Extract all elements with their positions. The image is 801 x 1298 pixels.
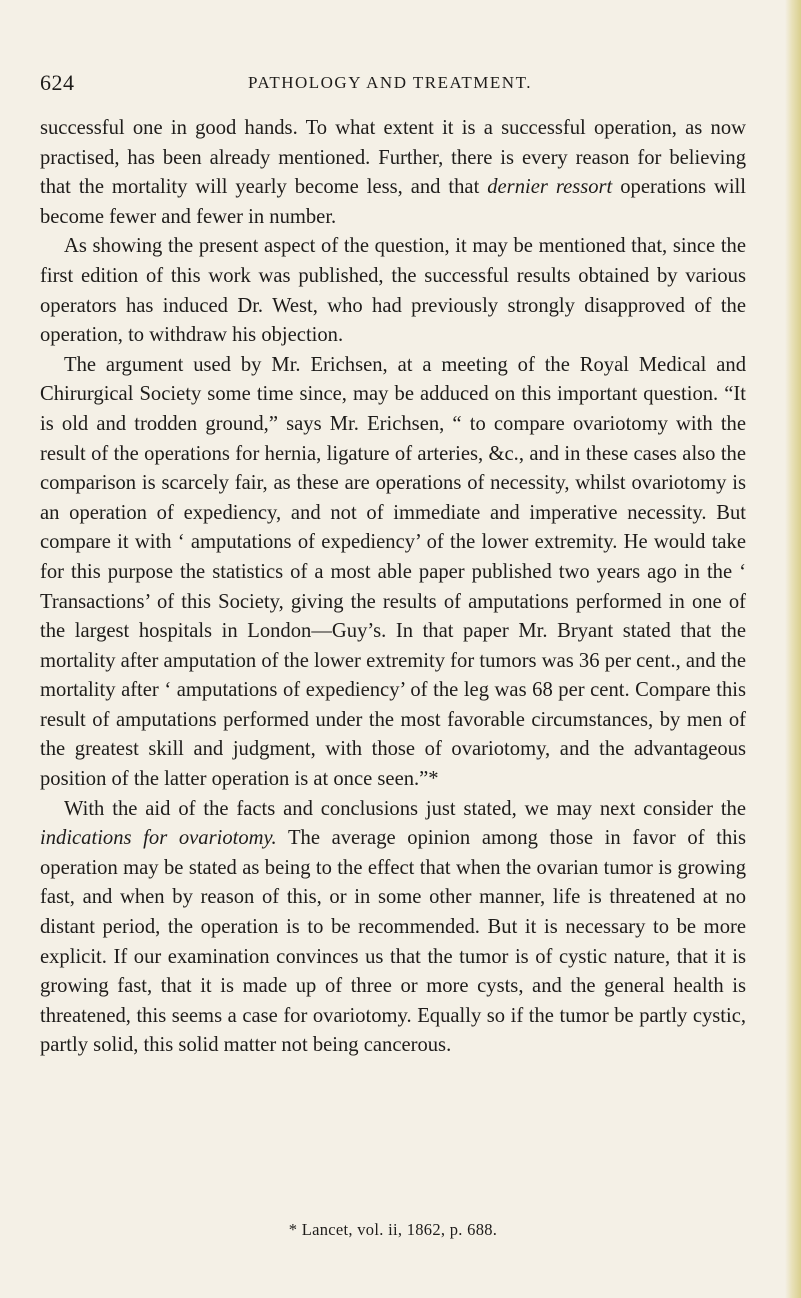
paragraph-3: The argument used by Mr. Erichsen, at a meeting of the Royal Medical and Chirurgical Society some time since, may be adduced on this important question. “It is old and trodden ground,” says Mr. Erichsen, “ to compare ovariotomy with the result of the operations for hernia, ligature of arteries, &c., and in these cases also the comparison is scarcely fair, as these are operations of necessity, whilst ovariotomy is an operation of expediency, and not of immediate and imperative necessity. But compare it with ‘ amputations of expediency’ of the lower extremity. He would take for this purpose the statistics of a most able paper published two years ago in the ‘ Transactions’ of this Society, giving the results of amputations performed in one of the largest hospitals in London—Guy’s. In that paper Mr. Bryant stated that the mortality after amputation of the lower extremity for tumors was 36 per cent., and the mortality after ‘ amputations of expediency’ of the leg was 68 per cent. Compare this result of amputations performed under the most favorable circumstances, by men of the greatest skill and judgment, with those of ovariotomy, and the advantageous position of the latter operation is at once seen.”* xyxy=(40,353,746,791)
body-text xyxy=(40,114,746,1061)
paragraph-2: As showing the present aspect of the question, it may be mentioned that, since the first edition of this work was published, the successful results obtained by various operators has induced Dr. West, who had previously strongly disapproved of the operation, to withdraw his objection. xyxy=(40,235,746,347)
running-head: PATHOLOGY AND TREATMENT. xyxy=(248,73,532,92)
page-number: 624 xyxy=(40,70,75,95)
italic-phrase: dernier ressort xyxy=(487,176,613,199)
footnote: * Lancet, vol. ii, 1862, p. 688. xyxy=(288,1220,498,1239)
italic-phrase: indications for ovariotomy. xyxy=(40,827,277,850)
paragraph-4: With the aid of the facts and conclusions just stated, we may next consider the indications for ovariotomy. The average opinion among those in favor of this operation may be stated as being to the effect that when the ovarian tumor is growing fast, and when by reason of this, or in some other manner, life is threatened at no distant period, the operation is to be recommended. But it is necessary to be more explicit. If our examination convinces us that the tumor is of cystic nature, that it is growing fast, that it is made up of three or more cysts, and the general health is threatened, this seems a case for ovariotomy. Equally so if the tumor be partly cystic, partly solid, this solid matter not being cancerous. xyxy=(40,797,746,1057)
page-edge-shadow xyxy=(785,0,801,1298)
page-header xyxy=(40,70,740,94)
paragraph-1: successful one in good hands. To what extent it is a successful operation, as now practised, has been already mentioned. Further, there is every reason for believing that the mortality will yearly become less, and that dernier ressort operations will become fewer and fewer in number. xyxy=(40,117,746,228)
